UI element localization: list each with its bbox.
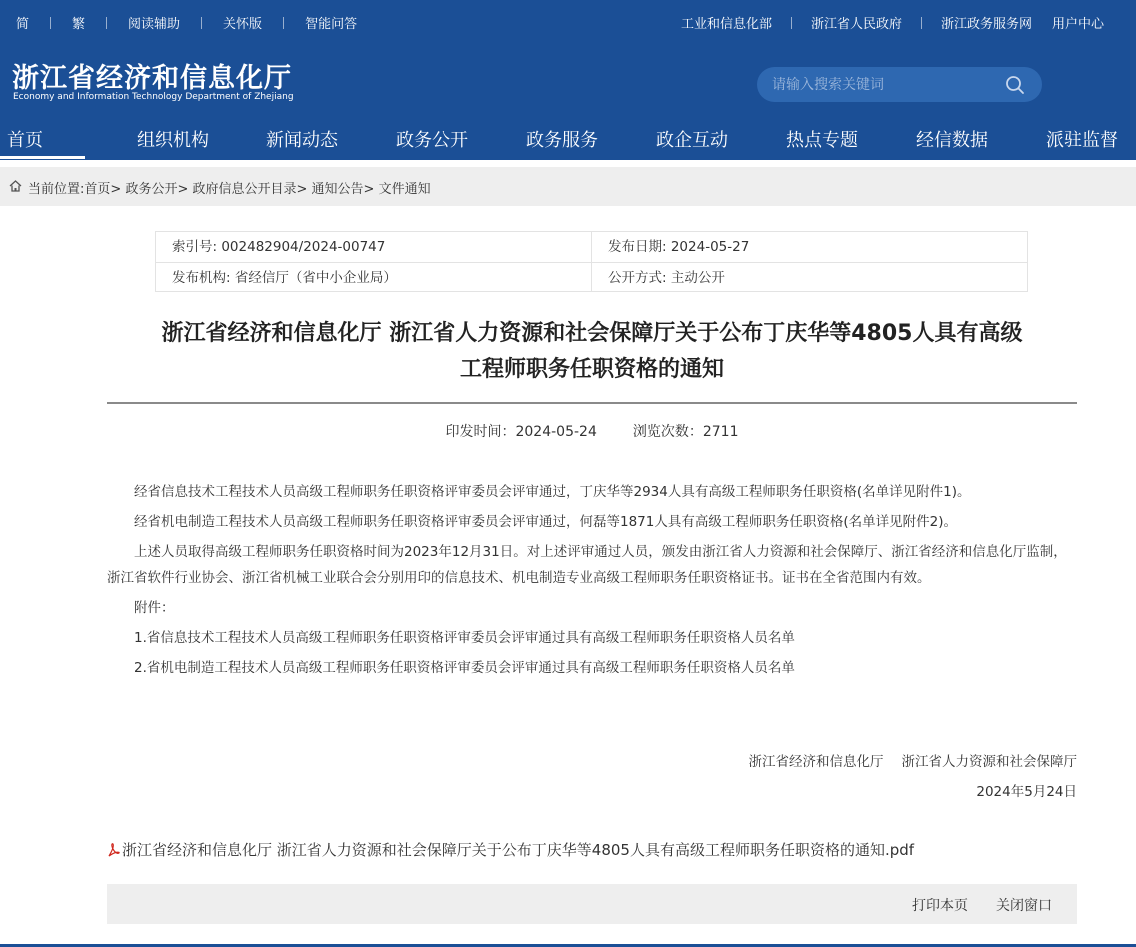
search-icon[interactable] <box>1005 75 1025 95</box>
paragraph: 经省信息技术工程技术人员高级工程师职务任职资格评审委员会评审通过，丁庆华等2934人具有高级工程师职务任职资格(名单详见附件1)。 <box>134 484 971 500</box>
meta-index-number: 索引号: 002482904/2024-00747 <box>172 239 386 255</box>
signer-2: 浙江省人力资源和社会保障厅 <box>901 754 1077 770</box>
zj-service-link[interactable]: 浙江政务服务网 <box>940 17 1032 32</box>
separator <box>201 17 202 29</box>
document-meta-table <box>155 231 1028 292</box>
nav-item-news[interactable]: 新闻动态 <box>266 130 338 151</box>
meta-open-mode: 公开方式: 主动公开 <box>608 270 725 286</box>
simplified-link[interactable]: 简 <box>16 17 30 32</box>
traditional-link[interactable]: 繁 <box>72 17 86 32</box>
site-logo-subtitle: Economy and Information Technology Department of Zhejiang <box>13 92 294 102</box>
nav-item-gov-affairs[interactable]: 政务公开 <box>396 130 468 151</box>
view-count: 浏览次数：2711 <box>632 424 739 440</box>
miit-link[interactable]: 工业和信息化部 <box>680 17 772 32</box>
article-info <box>107 421 1077 441</box>
page-actions <box>107 884 1077 924</box>
search-input[interactable] <box>772 67 1002 102</box>
signers <box>107 750 1077 770</box>
breadcrumb-catalog[interactable]: 政府信息公开目录 <box>192 182 297 197</box>
attachment-item-2: 2.省机电制造工程技术人员高级工程师职务任职资格评审委员会评审通过具有高级工程师职务任职资格人员名单 <box>134 660 795 676</box>
print-button[interactable]: 打印本页 <box>912 898 968 914</box>
breadcrumb-prefix: 当前位置: <box>28 182 85 197</box>
site-header <box>0 0 1136 160</box>
smart-qa-link[interactable]: 智能问答 <box>305 17 358 32</box>
signer-1: 浙江省经济和信息化厅 <box>748 754 884 770</box>
separator <box>283 17 284 29</box>
care-mode-link[interactable]: 关怀版 <box>223 17 263 32</box>
paragraph: 上述人员取得高级工程师职务任职资格时间为2023年12月31日。对上述评审通过人员，颁发由浙江省人力资源和社会保障厅、浙江省经济和信息化厅监制，浙江省软件行业协会、浙江省机械工业联合会分别用印的信息技术、机电制造专业高级工程师职务任职资格证书。证书在全省范围内有效。 <box>107 544 1067 586</box>
pdf-icon <box>107 842 121 858</box>
separator <box>791 17 792 29</box>
nav-item-organization[interactable]: 组织机构 <box>137 130 209 151</box>
paragraph: 经省机电制造工程技术人员高级工程师职务任职资格评审委员会评审通过，何磊等1871人具有高级工程师职务任职资格(名单详见附件2)。 <box>134 514 957 530</box>
breadcrumb-notices[interactable]: 通知公告 <box>311 182 364 197</box>
sign-date: 2024年5月24日 <box>976 784 1077 800</box>
title-divider <box>107 402 1077 404</box>
article-title <box>107 316 1077 388</box>
issue-time: 印发时间：2024-05-24 <box>445 424 597 440</box>
top-bar <box>0 0 1136 42</box>
close-window-button[interactable]: 关闭窗口 <box>996 898 1052 914</box>
nav-item-gov-service[interactable]: 政务服务 <box>526 130 598 151</box>
nav-item-data[interactable]: 经信数据 <box>916 130 988 151</box>
main-nav <box>0 122 1136 160</box>
breadcrumb-home[interactable]: 首页 <box>84 182 111 197</box>
search-box <box>757 67 1042 102</box>
home-icon <box>9 180 22 192</box>
zj-gov-link[interactable]: 浙江省人民政府 <box>810 17 902 32</box>
nav-item-interaction[interactable]: 政企互动 <box>656 130 728 151</box>
nav-item-topics[interactable]: 热点专题 <box>786 130 858 151</box>
separator <box>921 17 922 29</box>
nav-item-home[interactable]: 首页 <box>7 130 43 151</box>
reading-aid-link[interactable]: 阅读辅助 <box>128 17 181 32</box>
pdf-attachment[interactable] <box>107 839 914 860</box>
article-title-line1: 浙江省经济和信息化厅 浙江省人力资源和社会保障厅关于公布丁庆华等4805人具有高级 <box>161 321 1023 346</box>
separator <box>50 17 51 29</box>
attachment-item-1: 1.省信息技术工程技术人员高级工程师职务任职资格评审委员会评审通过具有高级工程师职务任职资格人员名单 <box>134 630 795 646</box>
meta-agency: 发布机构: 省经信厅（省中小企业局） <box>172 270 397 286</box>
breadcrumb-file-notices[interactable]: 文件通知 <box>378 182 431 197</box>
breadcrumb-gov-affairs[interactable]: 政务公开 <box>125 182 178 197</box>
user-center-link[interactable]: 用户中心 <box>1051 17 1104 32</box>
nav-item-supervision[interactable]: 派驻监督 <box>1046 130 1118 151</box>
meta-publish-date: 发布日期: 2024-05-27 <box>608 239 750 255</box>
article-title-line2: 工程师职务任职资格的通知 <box>459 357 724 382</box>
breadcrumb: 当前位置:首页> 政务公开> 政府信息公开目录> 通知公告> 文件通知 <box>0 167 1136 206</box>
attachments-label: 附件： <box>134 600 175 616</box>
article-body <box>107 479 1077 685</box>
separator <box>106 17 107 29</box>
site-logo-title[interactable]: 浙江省经济和信息化厅 <box>12 63 292 94</box>
nav-active-indicator <box>0 156 85 159</box>
pdf-link[interactable]: 浙江省经济和信息化厅 浙江省人力资源和社会保障厅关于公布丁庆华等4805人具有高级工程师职务任职资格的通知.pdf <box>122 841 915 859</box>
